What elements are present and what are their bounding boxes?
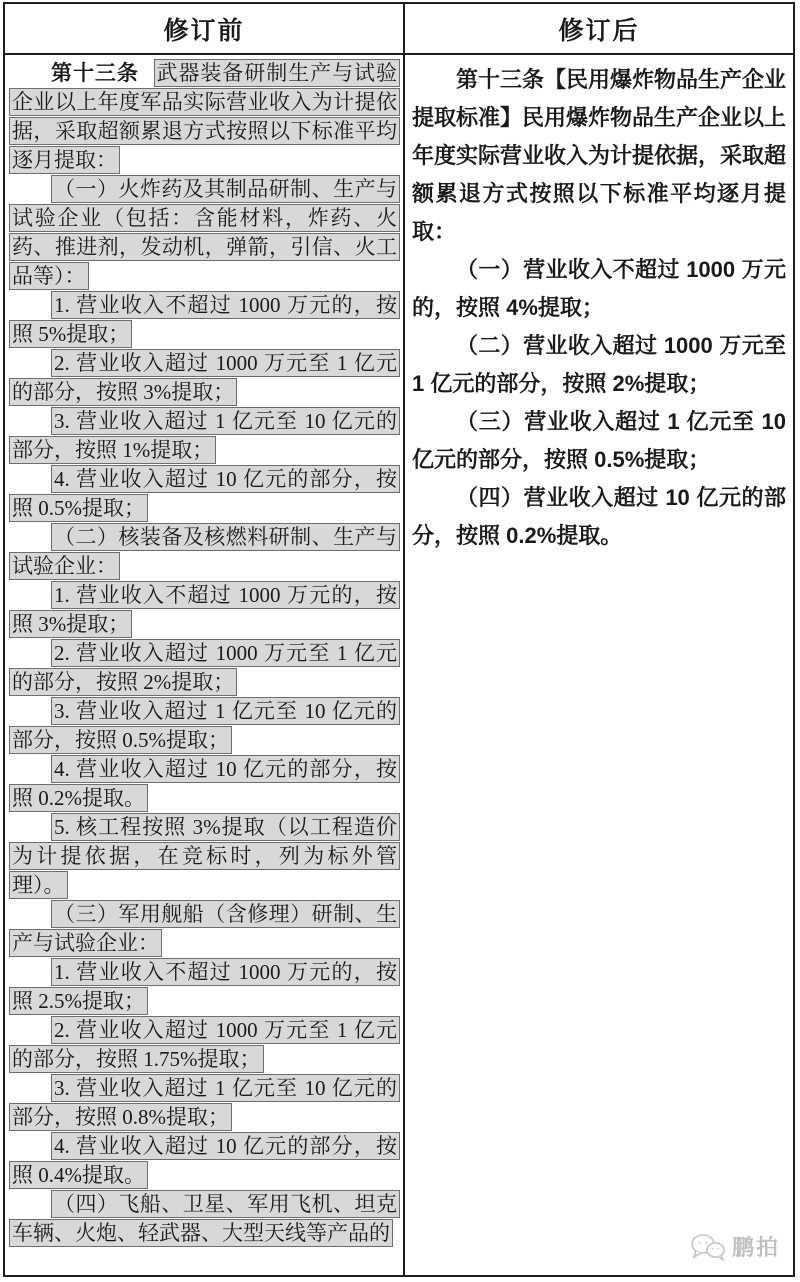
- header-before: 修订前: [5, 4, 405, 55]
- watermark-text: 鹏拍: [731, 1235, 780, 1260]
- highlight-run: 2. 营业收入超过 1000 万元至 1 亿元的部分，按照 3%提取；: [9, 349, 400, 406]
- highlight-run: 3. 营业收入超过 1 亿元至 10 亿元的部分，按照 1%提取；: [9, 407, 400, 464]
- highlight-run: 2. 营业收入超过 1000 万元至 1 亿元的部分，按照 2%提取；: [9, 639, 400, 696]
- highlight-run: 5. 核工程按照 3%提取（以工程造价为计提依据，在竞标时，列为标外管理）。: [9, 813, 400, 899]
- column-after: [405, 55, 793, 1275]
- paragraph-before: [9, 697, 400, 755]
- highlight-run: 1. 营业收入不超过 1000 万元的，按照 3%提取；: [9, 581, 400, 638]
- highlight-run: 2. 营业收入超过 1000 万元至 1 亿元的部分，按照 1.75%提取；: [9, 1016, 400, 1073]
- watermark: [690, 1231, 780, 1262]
- paragraph-before: [9, 175, 400, 291]
- paragraph-after: （三）营业收入超过 1 亿元至 10 亿元的部分，按照 0.5%提取；: [412, 409, 786, 472]
- paragraph-before: [9, 755, 400, 813]
- paragraph-after: （四）营业收入超过 10 亿元的部分，按照 0.2%提取。: [412, 485, 786, 548]
- article-number: 第十三条: [51, 61, 139, 85]
- paragraph-before: [9, 1074, 400, 1132]
- highlight-run: 3. 营业收入超过 1 亿元至 10 亿元的部分，按照 0.5%提取；: [9, 697, 400, 754]
- highlight-run: （一）火炸药及其制品研制、生产与试验企业（包括：含能材料，炸药、火药、推进剂，发动机，弹箭，引信、火工品等）：: [9, 175, 400, 290]
- column-before: [5, 55, 405, 1275]
- paragraph-before: [9, 958, 400, 1016]
- paragraph-before: [9, 900, 400, 958]
- paragraph-before: [9, 349, 400, 407]
- header-after: 修订后: [405, 4, 793, 55]
- paragraph-before: [9, 639, 400, 697]
- paragraph-before: [9, 581, 400, 639]
- highlight-run: 4. 营业收入超过 10 亿元的部分，按照 0.5%提取；: [9, 465, 400, 522]
- highlight-run: 4. 营业收入超过 10 亿元的部分，按照 0.4%提取。: [9, 1132, 400, 1189]
- paragraph-before: [9, 465, 400, 523]
- paragraph-before: [9, 59, 400, 175]
- paragraph-before: [9, 291, 400, 349]
- highlight-run: （二）核装备及核燃料研制、生产与试验企业：: [9, 523, 400, 580]
- highlight-run: 3. 营业收入超过 1 亿元至 10 亿元的部分，按照 0.8%提取；: [9, 1074, 400, 1131]
- paragraph-before: [9, 1132, 400, 1190]
- highlight-run: 1. 营业收入不超过 1000 万元的，按照 2.5%提取；: [9, 958, 400, 1015]
- paragraph-after: 第十三条【民用爆炸物品生产企业提取标准】民用爆炸物品生产企业以上年度实际营业收入为计提依据，采取超额累退方式按照以下标准平均逐月提取：: [412, 67, 787, 244]
- paragraph-before: [9, 407, 400, 465]
- paragraph-before: [9, 1190, 400, 1248]
- highlight-run: （四）飞船、卫星、军用飞机、坦克车辆、火炮、轻武器、大型天线等产品的: [9, 1190, 400, 1247]
- paragraph-before: [9, 813, 400, 900]
- paragraph-before: [9, 523, 400, 581]
- paragraph-after: （一）营业收入不超过 1000 万元的，按照 4%提取；: [412, 257, 786, 320]
- revision-comparison-table: [3, 2, 795, 1277]
- highlight-run: 武器装备研制生产与试验企业以上年度军品实际营业收入为计提依据，采取超额累退方式按照以下标准平均逐月提取：: [9, 59, 400, 174]
- paragraph-after: （二）营业收入超过 1000 万元至 1 亿元的部分，按照 2%提取；: [412, 333, 786, 396]
- highlight-run: 1. 营业收入不超过 1000 万元的，按照 5%提取；: [9, 291, 400, 348]
- highlight-run: 4. 营业收入超过 10 亿元的部分，按照 0.2%提取。: [9, 755, 400, 812]
- paragraph-before: [9, 1016, 400, 1074]
- wechat-icon: [690, 1233, 726, 1261]
- highlight-run: （三）军用舰船（含修理）研制、生产与试验企业：: [9, 900, 400, 957]
